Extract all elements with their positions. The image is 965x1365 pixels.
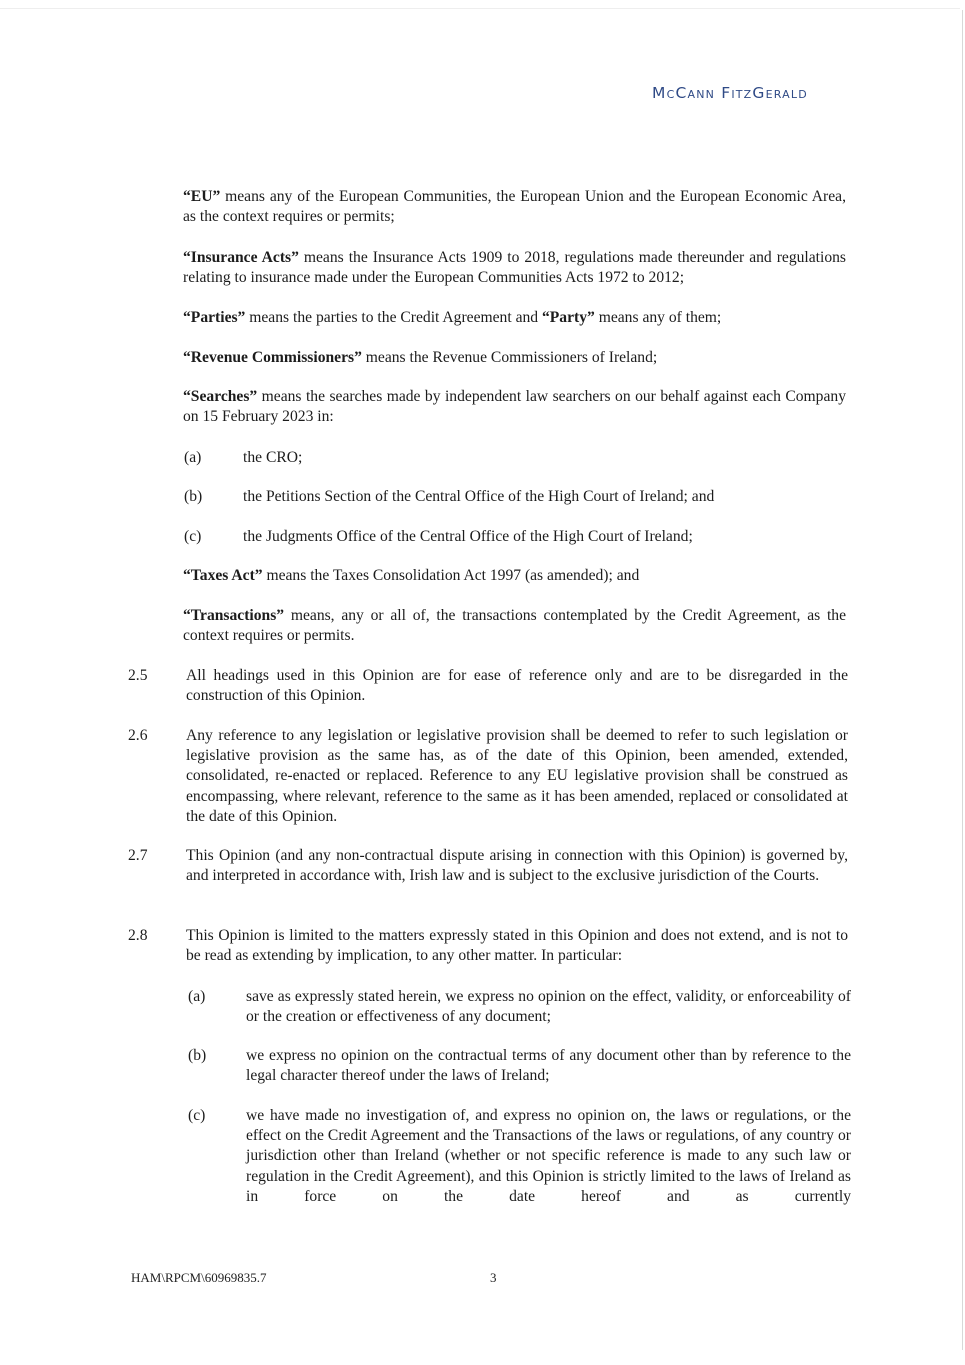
definition-term: “Taxes Act” bbox=[183, 567, 263, 584]
list-label: (b) bbox=[184, 488, 203, 505]
definition-text: means the Revenue Commissioners of Ireland; bbox=[361, 349, 658, 366]
definition-term: “Party” bbox=[541, 309, 595, 326]
list-label: (c) bbox=[184, 528, 202, 545]
definition-term: “Searches” bbox=[183, 388, 258, 405]
definition-taxes-act bbox=[183, 566, 846, 586]
list-text: the Judgments Office of the Central Office of the High Court of Ireland; bbox=[243, 528, 693, 545]
clause-text: This Opinion (and any non-contractual dispute arising in connection with this Opinion) is governed by, and interpreted in accordance with, Irish law and is subject to the exclusive jurisdiction of the Courts. bbox=[186, 847, 848, 885]
list-label: (a) bbox=[184, 449, 202, 466]
definition-text: means the searches made by independent law searchers on our behalf against each Company on 15 February 2023 in: bbox=[183, 388, 846, 426]
list-text: the CRO; bbox=[243, 449, 303, 466]
definition-transactions bbox=[183, 606, 846, 646]
firm-logo-second: FitzGerald bbox=[721, 84, 808, 102]
definition-eu bbox=[183, 187, 846, 227]
clause-text: Any reference to any legislation or legislative provision shall be deemed to refer to such legislation or legislative provision as the same has, as of the date of this Opinion, been amended, extended, consolidated, re-enacted or replaced. Reference to any EU legislative provision shall be construed as encompassing, where relevant, reference to the same as it has been amended, replaced or consolidated at the date of this Opinion. bbox=[186, 727, 848, 825]
list-text: the Petitions Section of the Central Office of the High Court of Ireland; and bbox=[243, 488, 715, 505]
clause-text: This Opinion is limited to the matters expressly stated in this Opinion and does not extend, and is not to be read as extending by implication, to any other matter. In particular: bbox=[186, 927, 848, 965]
definition-text: means any of them; bbox=[594, 309, 722, 326]
definition-text: means any of the European Communities, the European Union and the European Economic Area, as the context requires or permits; bbox=[183, 188, 846, 226]
clause-number: 2.6 bbox=[128, 727, 148, 744]
list-label: (c) bbox=[188, 1107, 206, 1124]
clause-number: 2.7 bbox=[128, 847, 148, 864]
page-edge-top bbox=[0, 8, 960, 9]
definition-term: “Insurance Acts” bbox=[183, 249, 299, 266]
list-label: (a) bbox=[188, 988, 206, 1005]
definition-insurance-acts bbox=[183, 248, 846, 288]
page-number: 3 bbox=[490, 1270, 497, 1285]
list-text: save as expressly stated herein, we express no opinion on the effect, validity, or enforceability of or the creation or effectiveness of any document; bbox=[246, 988, 851, 1026]
clause-number: 2.8 bbox=[128, 927, 148, 944]
definition-text: means the Insurance Acts 1909 to 2018, regulations made thereunder and regulations relating to insurance made under the European Communities Acts 1972 to 2012; bbox=[183, 249, 846, 287]
list-label: (b) bbox=[188, 1047, 207, 1064]
clause-number: 2.5 bbox=[128, 667, 148, 684]
list-text: we have made no investigation of, and express no opinion on, the laws or regulations, or the effect on the Credit Agreement and the Transactions of the laws or regulations, of any country or jurisdiction other than Ireland (whether or not specific reference is made to any such law or regulation in the Credit Agreement), and this Opinion is strictly limited to the laws of Ireland as in force on the date hereof and as currently bbox=[246, 1107, 851, 1205]
definition-text: means, any or all of, the transactions contemplated by the Credit Agreement, as the context requires or permits. bbox=[183, 607, 846, 645]
definition-term: “Transactions” bbox=[183, 607, 285, 624]
firm-logo-first: McCann bbox=[652, 84, 716, 102]
page-edge-right bbox=[962, 10, 963, 1350]
definition-parties bbox=[183, 308, 846, 328]
firm-logo bbox=[652, 84, 808, 102]
definition-text: means the Taxes Consolidation Act 1997 (as amended); and bbox=[262, 567, 640, 584]
definition-revenue-commissioners bbox=[183, 348, 846, 368]
definition-term: “Revenue Commissioners” bbox=[183, 349, 362, 366]
document-reference: HAM\RPCM\60969835.7 bbox=[131, 1270, 267, 1285]
clause-text: All headings used in this Opinion are for ease of reference only and are to be disregarded in the construction of this Opinion. bbox=[186, 667, 848, 705]
definition-searches bbox=[183, 387, 846, 427]
definition-term: “Parties” bbox=[183, 309, 246, 326]
list-text: we express no opinion on the contractual terms of any document other than by reference to the legal character thereof under the laws of Ireland; bbox=[246, 1047, 851, 1085]
definition-term: “EU” bbox=[183, 188, 221, 205]
definition-text: means the parties to the Credit Agreement and bbox=[245, 309, 542, 326]
